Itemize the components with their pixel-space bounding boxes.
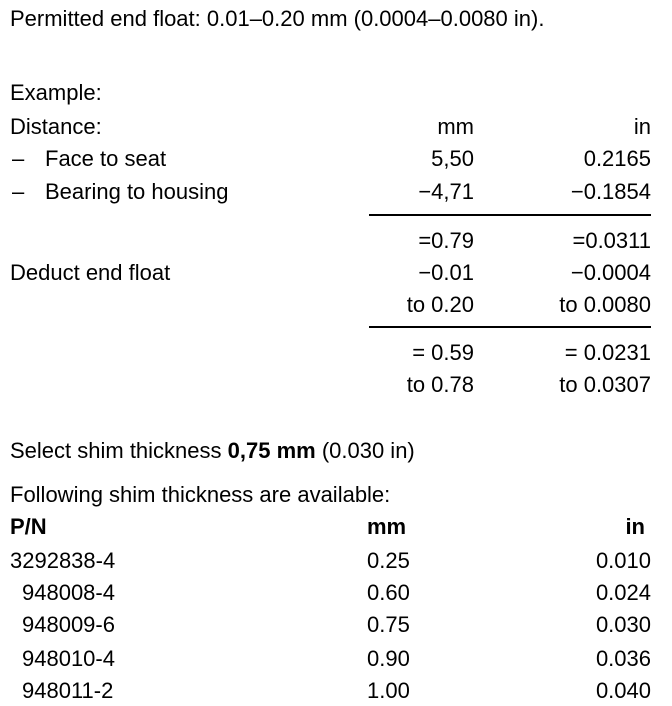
select-shim-prefix: Select shim thickness — [10, 438, 228, 463]
table-row-in: 0.010 — [595, 548, 651, 573]
face-to-seat-label: Face to seat — [45, 146, 167, 171]
table-row-pn: 948010-4 — [22, 646, 115, 671]
table-row-in: 0.036 — [595, 646, 651, 671]
distance-label: Distance: — [10, 114, 102, 139]
table-row-pn: 948011-2 — [22, 678, 114, 703]
result2-in-to: to 0.0307 — [559, 372, 651, 397]
deduct-in-from: −0.0004 — [570, 260, 651, 285]
example-heading: Example: — [10, 80, 102, 105]
table-row-mm: 0.60 — [367, 580, 410, 605]
deduct-mm-to: to 0.20 — [406, 292, 474, 317]
table-row-mm: 1.00 — [367, 678, 410, 703]
table-row-pn: 948009-6 — [22, 612, 115, 637]
result1-in: =0.0311 — [572, 228, 651, 253]
table-row-mm: 0.90 — [367, 646, 410, 671]
total-rule — [369, 326, 651, 328]
table-row-mm: 0.75 — [367, 612, 410, 637]
header-in: in — [625, 514, 645, 539]
bearing-to-housing-mm: −4,71 — [418, 179, 474, 204]
bearing-to-housing-label: Bearing to housing — [45, 179, 229, 204]
available-heading: Following shim thickness are available: — [10, 482, 391, 507]
result1-mm: =0.79 — [418, 228, 474, 253]
subtotal-rule — [369, 214, 651, 216]
header-pn: P/N — [10, 514, 47, 539]
table-row-in: 0.030 — [595, 612, 651, 637]
table-row-in: 0.024 — [595, 580, 651, 605]
deduct-end-float-label: Deduct end float — [10, 260, 171, 285]
table-row-in: 0.040 — [595, 678, 651, 703]
deduct-mm-from: −0.01 — [418, 260, 474, 285]
face-to-seat-in: 0.2165 — [583, 146, 651, 171]
result2-in-from: = 0.0231 — [564, 340, 651, 365]
row-dash: – — [12, 146, 25, 171]
result2-mm-from: = 0.59 — [412, 340, 474, 365]
table-row-pn: 3292838-4 — [10, 548, 116, 573]
table-row-mm: 0.25 — [367, 548, 410, 573]
face-to-seat-mm: 5,50 — [431, 146, 474, 171]
select-shim-text — [10, 440, 415, 462]
table-row-pn: 948008-4 — [22, 580, 115, 605]
deduct-in-to: to 0.0080 — [559, 292, 651, 317]
unit-mm-label: mm — [437, 114, 474, 139]
unit-in-label: in — [633, 114, 651, 139]
result2-mm-to: to 0.78 — [406, 372, 474, 397]
select-shim-suffix: (0.030 in) — [315, 438, 415, 463]
permitted-end-float-text: Permitted end float: 0.01–0.20 mm (0.0004–0.0080 in). — [10, 6, 545, 31]
row-dash: – — [12, 179, 25, 204]
header-mm: mm — [367, 514, 407, 539]
bearing-to-housing-in: −0.1854 — [570, 179, 651, 204]
select-shim-value: 0,75 mm — [227, 438, 316, 463]
